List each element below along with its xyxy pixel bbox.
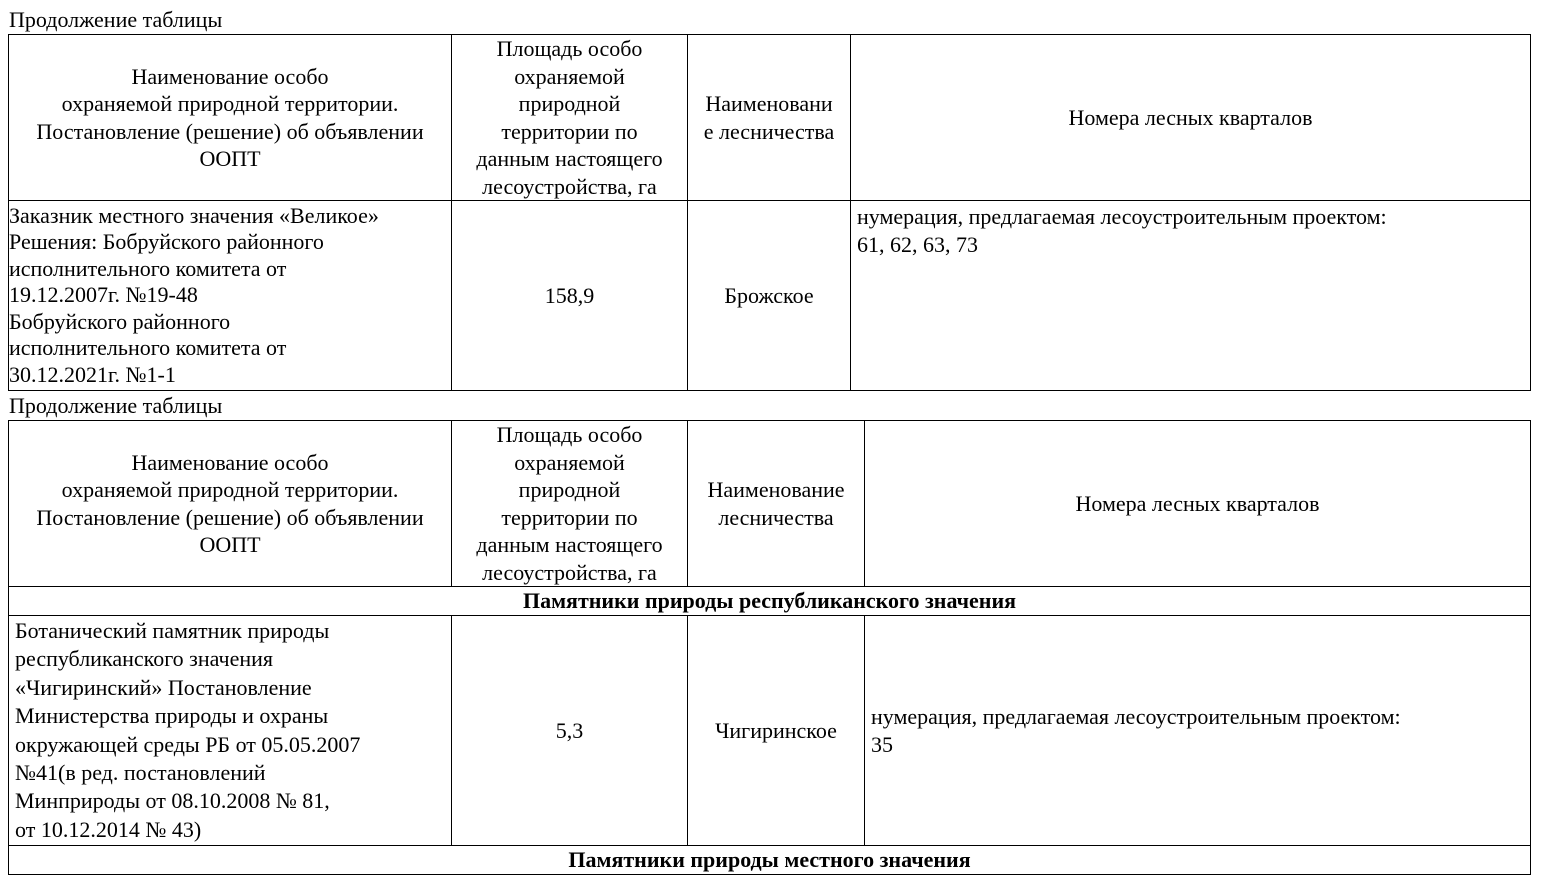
cell-forestry: Брожское bbox=[688, 201, 851, 391]
table-caption: Продолжение таблицы bbox=[9, 393, 223, 418]
cell-forestry: Чигиринское bbox=[688, 616, 865, 846]
header-area: Площадь особо охраняемой природной территории по данным настоящего лесоустройства, га bbox=[452, 421, 688, 587]
cell-area: 158,9 bbox=[452, 201, 688, 391]
header-quarters: Номера лесных кварталов bbox=[865, 421, 1531, 587]
header-quarters: Номера лесных кварталов bbox=[851, 35, 1531, 201]
header-forestry: Наименовани е лесничества bbox=[688, 35, 851, 201]
table-row bbox=[9, 616, 1531, 846]
cell-name: Заказник местного значения «Великое» Решения: Бобруйского районного исполнительного комитета от 19.12.2007г. №19-48 Бобруйского районного исполнительного комитета от 30.12.2021г. №1-1 bbox=[9, 201, 452, 391]
oopt-table-1 bbox=[8, 34, 1531, 391]
section-row bbox=[9, 587, 1531, 616]
table-row bbox=[9, 201, 1531, 391]
section-republic-title: Памятники природы республиканского значения bbox=[9, 587, 1531, 616]
header-name: Наименование особо охраняемой природной территории. Постановление (решение) об объявлении ООПТ bbox=[9, 421, 452, 587]
cell-area: 5,3 bbox=[452, 616, 688, 846]
header-area: Площадь особо охраняемой природной территории по данным настоящего лесоустройства, га bbox=[452, 35, 688, 201]
section-local-title: Памятники природы местного значения bbox=[9, 846, 1531, 875]
cell-quarters: нумерация, предлагаемая лесоустроительным проектом: 61, 62, 63, 73 bbox=[851, 201, 1531, 391]
header-name: Наименование особо охраняемой природной территории. Постановление (решение) об объявлении ООПТ bbox=[9, 35, 452, 201]
oopt-table-2 bbox=[8, 420, 1531, 875]
cell-quarters: нумерация, предлагаемая лесоустроительным проектом: 35 bbox=[865, 616, 1531, 846]
table-caption: Продолжение таблицы bbox=[9, 7, 223, 32]
cell-name: Ботанический памятник природы республиканского значения «Чигиринский» Постановление Министерства природы и охраны окружающей среды РБ от 05.05.2007 №41(в ред. постановлений Минприроды от 08.10.2008 № 81, от 10.12.2014 № 43) bbox=[9, 616, 452, 846]
header-row bbox=[9, 421, 1531, 587]
section-row bbox=[9, 846, 1531, 875]
header-row bbox=[9, 35, 1531, 201]
header-forestry: Наименование лесничества bbox=[688, 421, 865, 587]
